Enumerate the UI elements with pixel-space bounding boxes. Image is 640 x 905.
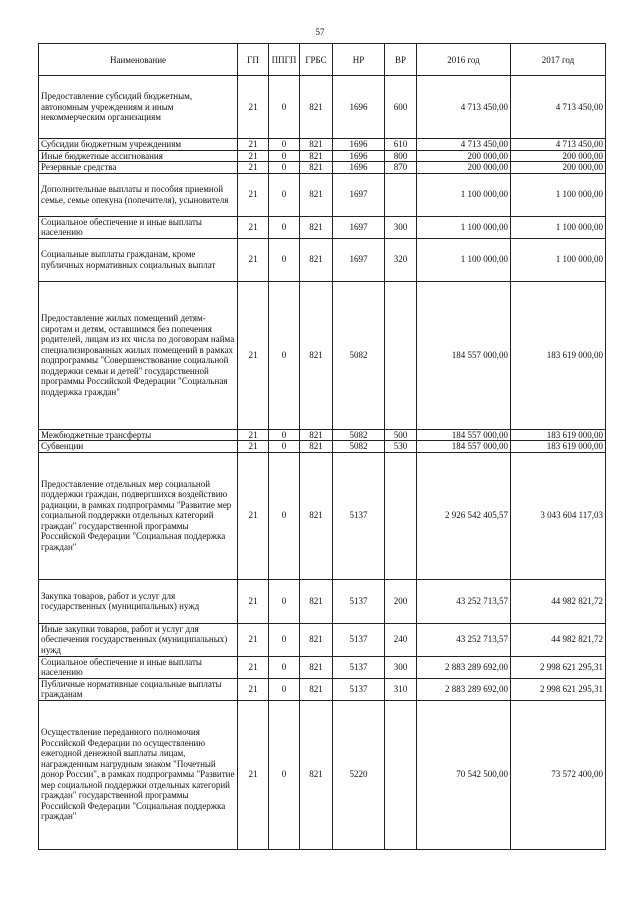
cell-name: Дополнительные выплаты и пособия приемной семье, семье опекуна (попечителя), усыновителя: [39, 173, 238, 216]
cell-grbs: 821: [300, 162, 333, 174]
cell-grbs: 821: [300, 579, 333, 623]
cell-nr: 5082: [333, 429, 385, 441]
cell-nr: 1696: [333, 150, 385, 162]
cell-vr: 600: [385, 76, 417, 139]
cell-ppgp: 0: [269, 238, 300, 281]
table-row: [39, 162, 606, 174]
header-nr: НР: [333, 44, 385, 76]
cell-gp: 21: [238, 216, 269, 238]
table-row: [39, 76, 606, 139]
cell-ppgp: 0: [269, 452, 300, 579]
cell-name: Предоставление субсидий бюджетным, автономным учреждениям и иным некоммерческим организациям: [39, 76, 238, 139]
cell-nr: 1697: [333, 216, 385, 238]
cell-y2016: 200 000,00: [417, 162, 511, 174]
cell-grbs: 821: [300, 429, 333, 441]
table-row: [39, 281, 606, 429]
cell-gp: 21: [238, 700, 269, 849]
cell-ppgp: 0: [269, 656, 300, 678]
cell-vr: 500: [385, 429, 417, 441]
cell-grbs: 821: [300, 238, 333, 281]
table-row: [39, 150, 606, 162]
cell-nr: 5137: [333, 579, 385, 623]
cell-ppgp: 0: [269, 216, 300, 238]
header-2017: 2017 год: [511, 44, 606, 76]
cell-name: Резервные средства: [39, 162, 238, 174]
table-row: [39, 216, 606, 238]
cell-ppgp: 0: [269, 579, 300, 623]
cell-nr: 5082: [333, 441, 385, 453]
cell-y2017: 1 100 000,00: [511, 238, 606, 281]
cell-grbs: 821: [300, 150, 333, 162]
cell-name: Социальное обеспечение и иные выплаты населению: [39, 656, 238, 678]
cell-y2017: 73 572 400,00: [511, 700, 606, 849]
cell-ppgp: 0: [269, 700, 300, 849]
budget-table: [38, 43, 606, 850]
cell-name: Иные бюджетные ассигнования: [39, 150, 238, 162]
table-row: [39, 579, 606, 623]
cell-gp: 21: [238, 623, 269, 656]
cell-y2016: 184 557 000,00: [417, 441, 511, 453]
cell-y2016: 4 713 450,00: [417, 139, 511, 151]
cell-nr: 1696: [333, 162, 385, 174]
cell-y2016: 43 252 713,57: [417, 623, 511, 656]
cell-vr: 870: [385, 162, 417, 174]
cell-grbs: 821: [300, 452, 333, 579]
page-number: 57: [315, 27, 325, 37]
cell-y2016: 1 100 000,00: [417, 238, 511, 281]
cell-gp: 21: [238, 150, 269, 162]
cell-vr: 240: [385, 623, 417, 656]
cell-ppgp: 0: [269, 281, 300, 429]
cell-grbs: 821: [300, 281, 333, 429]
cell-vr: [385, 700, 417, 849]
cell-y2017: 44 982 821,72: [511, 579, 606, 623]
table-row: [39, 429, 606, 441]
header-2016: 2016 год: [417, 44, 511, 76]
cell-vr: [385, 281, 417, 429]
cell-name: Предоставление отдельных мер социальной поддержки граждан, подвергшихся воздействию радиации, в рамках подпрограммы "Развитие мер социальной поддержки отдельных категорий граждан" государственной программы Российской Федерации "Социальная поддержка граждан": [39, 452, 238, 579]
cell-y2017: 1 100 000,00: [511, 173, 606, 216]
header-vr: ВР: [385, 44, 417, 76]
cell-y2016: 43 252 713,57: [417, 579, 511, 623]
cell-gp: 21: [238, 429, 269, 441]
cell-gp: 21: [238, 162, 269, 174]
cell-name: Межбюджетные трансферты: [39, 429, 238, 441]
cell-gp: 21: [238, 238, 269, 281]
cell-ppgp: 0: [269, 162, 300, 174]
cell-name: Предоставление жилых помещений детям-сиротам и детям, оставшимся без попечения родителей, лицам из их числа по договорам найма специализированных жилых помещений в рамках подпрограммы "Совершенствование социальной поддержки семьи и детей" государственной программы Российской Федерации "Социальная поддержка граждан": [39, 281, 238, 429]
cell-y2017: 44 982 821,72: [511, 623, 606, 656]
cell-nr: 1697: [333, 173, 385, 216]
cell-name: Социальные выплаты гражданам, кроме публичных нормативных социальных выплат: [39, 238, 238, 281]
cell-nr: 5082: [333, 281, 385, 429]
cell-nr: 1696: [333, 76, 385, 139]
cell-y2017: 4 713 450,00: [511, 76, 606, 139]
cell-ppgp: 0: [269, 441, 300, 453]
table-row: [39, 700, 606, 849]
cell-nr: 1697: [333, 238, 385, 281]
cell-y2016: 184 557 000,00: [417, 429, 511, 441]
cell-vr: 200: [385, 579, 417, 623]
cell-grbs: 821: [300, 678, 333, 700]
header-row: [39, 44, 606, 76]
cell-grbs: 821: [300, 76, 333, 139]
cell-ppgp: 0: [269, 429, 300, 441]
cell-y2016: 1 100 000,00: [417, 173, 511, 216]
table-row: [39, 656, 606, 678]
cell-grbs: 821: [300, 700, 333, 849]
cell-grbs: 821: [300, 656, 333, 678]
cell-y2016: 70 542 500,00: [417, 700, 511, 849]
header-ppgp: ППГП: [269, 44, 300, 76]
cell-y2017: 2 998 621 295,31: [511, 678, 606, 700]
cell-y2016: 4 713 450,00: [417, 76, 511, 139]
cell-vr: [385, 452, 417, 579]
cell-y2017: 183 619 000,00: [511, 441, 606, 453]
cell-nr: 5137: [333, 656, 385, 678]
cell-y2016: 2 926 542 405,57: [417, 452, 511, 579]
cell-y2016: 2 883 289 692,00: [417, 678, 511, 700]
cell-nr: 5220: [333, 700, 385, 849]
cell-y2016: 2 883 289 692,00: [417, 656, 511, 678]
cell-grbs: 821: [300, 623, 333, 656]
cell-y2017: 2 998 621 295,31: [511, 656, 606, 678]
cell-grbs: 821: [300, 441, 333, 453]
cell-y2017: 183 619 000,00: [511, 429, 606, 441]
cell-vr: 320: [385, 238, 417, 281]
cell-name: Субсидии бюджетным учреждениям: [39, 139, 238, 151]
cell-nr: 1696: [333, 139, 385, 151]
cell-nr: 5137: [333, 678, 385, 700]
cell-ppgp: 0: [269, 173, 300, 216]
table-row: [39, 173, 606, 216]
cell-vr: 300: [385, 656, 417, 678]
table-row: [39, 238, 606, 281]
cell-grbs: 821: [300, 216, 333, 238]
cell-ppgp: 0: [269, 76, 300, 139]
cell-y2017: 1 100 000,00: [511, 216, 606, 238]
cell-name: Закупка товаров, работ и услуг для государственных (муниципальных) нужд: [39, 579, 238, 623]
cell-name: Осуществление переданного полномочия Российской Федерации по осуществлению ежегодной денежной выплаты лицам, награжденным нагрудным знаком "Почетный донор России", в рамках подпрограммы "Развитие мер социальной поддержки отдельных категорий граждан" государственной программы Российской Федерации "Социальная поддержка граждан": [39, 700, 238, 849]
cell-y2017: 183 619 000,00: [511, 281, 606, 429]
cell-ppgp: 0: [269, 150, 300, 162]
cell-grbs: 821: [300, 173, 333, 216]
cell-vr: 530: [385, 441, 417, 453]
cell-nr: 5137: [333, 452, 385, 579]
cell-name: Субвенции: [39, 441, 238, 453]
cell-gp: 21: [238, 452, 269, 579]
cell-y2016: 1 100 000,00: [417, 216, 511, 238]
table-row: [39, 678, 606, 700]
header-name: Наименование: [39, 44, 238, 76]
cell-name: Социальное обеспечение и иные выплаты населению: [39, 216, 238, 238]
header-gp: ГП: [238, 44, 269, 76]
cell-name: Иные закупки товаров, работ и услуг для обеспечения государственных (муниципальных) нужд: [39, 623, 238, 656]
cell-gp: 21: [238, 173, 269, 216]
cell-gp: 21: [238, 656, 269, 678]
cell-vr: 300: [385, 216, 417, 238]
table-row: [39, 452, 606, 579]
cell-ppgp: 0: [269, 139, 300, 151]
cell-y2017: 200 000,00: [511, 162, 606, 174]
cell-y2017: 200 000,00: [511, 150, 606, 162]
cell-gp: 21: [238, 281, 269, 429]
header-grbs: ГРБС: [300, 44, 333, 76]
cell-y2016: 184 557 000,00: [417, 281, 511, 429]
table-row: [39, 623, 606, 656]
cell-gp: 21: [238, 678, 269, 700]
cell-y2017: 4 713 450,00: [511, 139, 606, 151]
cell-name: Публичные нормативные социальные выплаты гражданам: [39, 678, 238, 700]
cell-vr: 310: [385, 678, 417, 700]
table-row: [39, 139, 606, 151]
cell-gp: 21: [238, 139, 269, 151]
cell-gp: 21: [238, 579, 269, 623]
cell-ppgp: 0: [269, 623, 300, 656]
cell-y2017: 3 043 604 117,03: [511, 452, 606, 579]
cell-vr: 800: [385, 150, 417, 162]
cell-nr: 5137: [333, 623, 385, 656]
table-row: [39, 441, 606, 453]
cell-y2016: 200 000,00: [417, 150, 511, 162]
cell-vr: 610: [385, 139, 417, 151]
cell-vr: [385, 173, 417, 216]
cell-grbs: 821: [300, 139, 333, 151]
cell-gp: 21: [238, 76, 269, 139]
cell-ppgp: 0: [269, 678, 300, 700]
cell-gp: 21: [238, 441, 269, 453]
